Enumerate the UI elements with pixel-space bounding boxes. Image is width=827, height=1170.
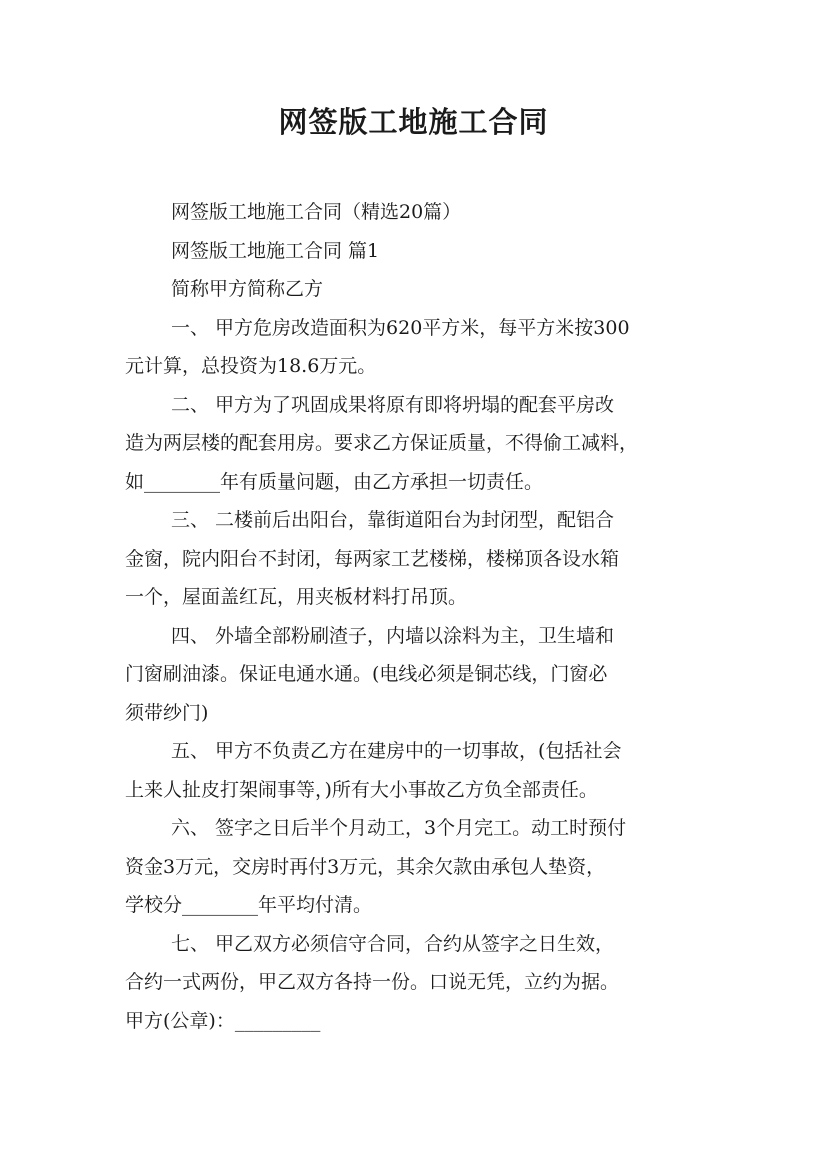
document-body [125,193,715,1040]
clause-5-line-2: 上来人扯皮打架闹事等，)所有大小事故乙方负全部责任。 [125,778,598,801]
clause-1-line-2: 元计算，总投资为18.6万元。 [125,355,377,377]
parties-line: 简称甲方简称乙方 [171,278,324,300]
clause-4-line-3: 须带纱门) [125,701,209,724]
clause-3-line-1: 三、 二楼前后出阳台，靠街道阳台为封闭型，配铝合 [171,509,615,531]
clause-1-line-1: 一、 甲方危房改造面积为620平方米，每平方米按300 [171,316,630,339]
clause-6-line-1: 六、 签字之日后半个月动工，3个月完工。动工时预付 [171,817,627,839]
party-a-signature-line: 甲方(公章)：_________ [125,1009,321,1032]
clause-6-line-2: 资金3万元，交房时再付3万元，其余欠款由承包人垫资， [125,855,606,878]
clause-5-line-1: 五、 甲方不负责乙方在建房中的一切事故，(包括社会 [171,740,622,762]
clause-4-line-1: 四、 外墙全部粉刷渣子，内墙以涂料为主，卫生墙和 [171,624,615,647]
clause-7-line-1: 七、 甲乙双方必须信守合同，合约从签字之日生效， [171,932,615,955]
document-title: 网签版工地施工合同 [278,105,549,139]
clause-7-line-2: 合约一式两份，甲乙双方各持一份。口说无凭，立约为据。 [125,971,620,993]
clause-2-line-1: 二、 甲方为了巩固成果将原有即将坍塌的配套平房改 [171,393,615,416]
clause-3-line-3: 一个，屋面盖红瓦，用夹板材料打吊顶。 [125,586,468,608]
clause-2-line-3: 如________年有质量问题，由乙方承担一切责任。 [125,470,544,493]
section-heading: 网签版工地施工合同 篇1 [171,239,380,262]
clause-4-line-2: 门窗刷油漆。保证电通水通。(电线必须是铜芯线，门窗必 [125,663,608,685]
clause-2-line-2: 造为两层楼的配套用房。要求乙方保证质量，不得偷工减料， [125,432,639,454]
clause-6-line-3: 学校分________年平均付清。 [125,894,373,916]
clause-3-line-2: 金窗，院内阳台不封闭，每两家工艺楼梯，楼梯顶各设水箱 [125,547,620,570]
subtitle-line: 网签版工地施工合同（精选20篇） [171,201,462,223]
